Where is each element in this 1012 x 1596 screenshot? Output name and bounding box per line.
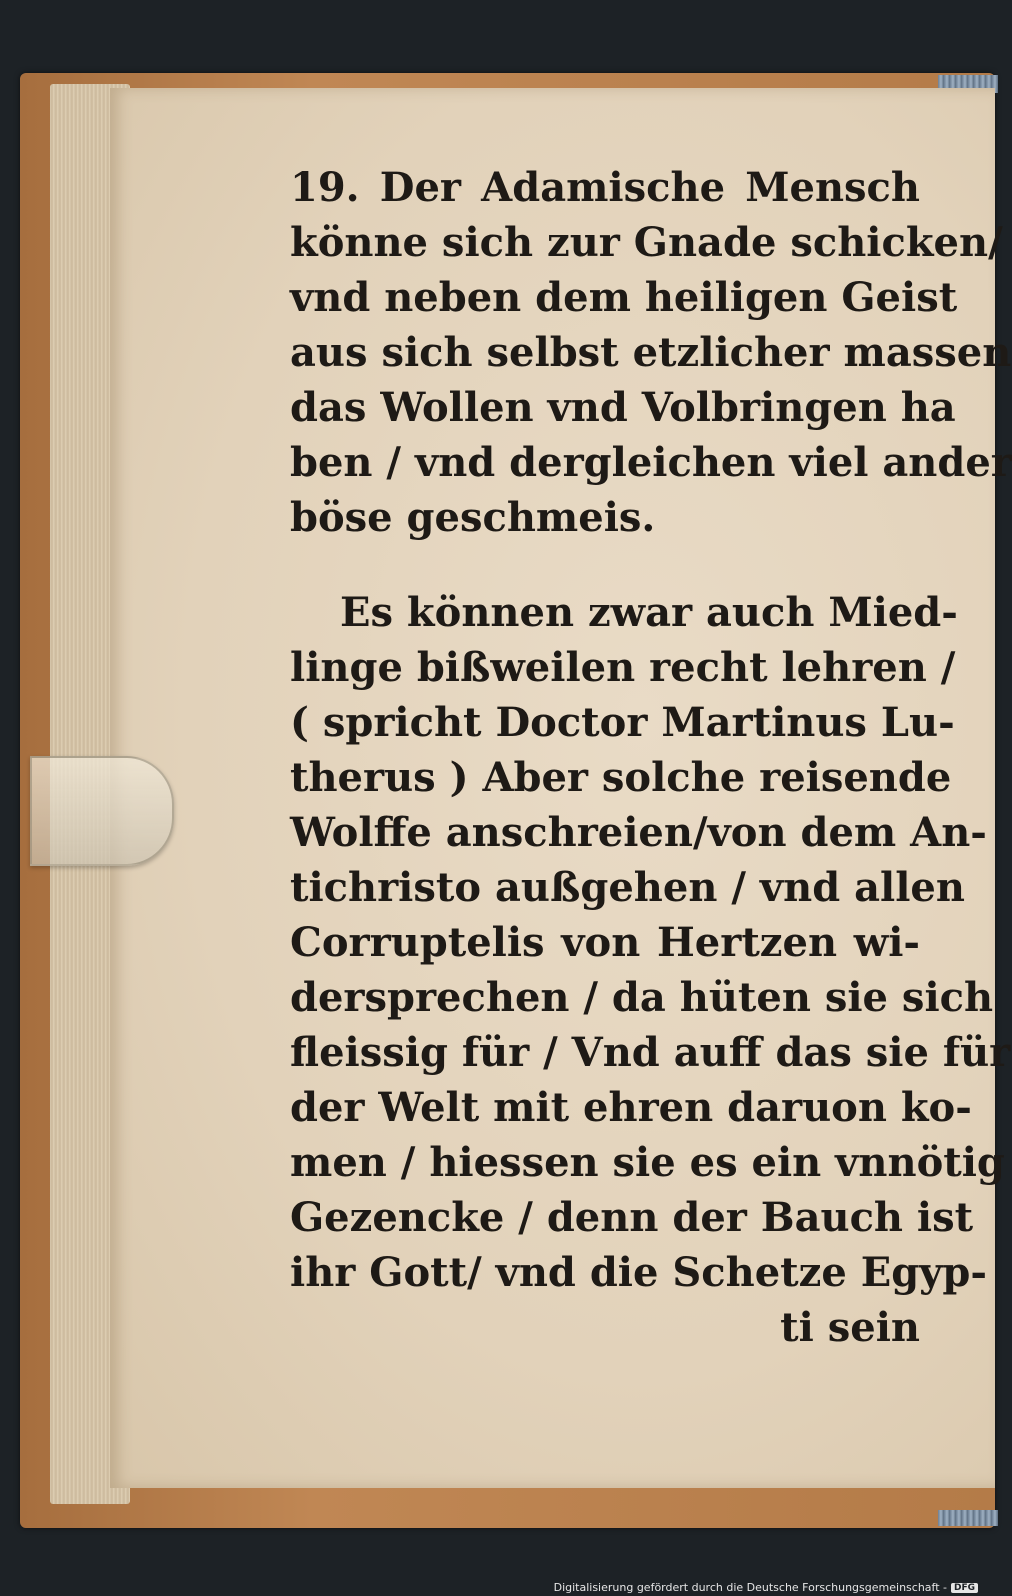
text-line: 19. Der Adamische Mensch — [290, 164, 920, 211]
tailband — [938, 1510, 998, 1526]
page-text — [290, 160, 1012, 1355]
footer-credit — [554, 1581, 978, 1594]
page-clip — [30, 756, 174, 866]
paragraph-1 — [290, 160, 1012, 545]
text-line: ben / vnd dergleichen viel ander — [290, 439, 1012, 486]
text-line: Wolffe anschreien/von dem An- — [290, 809, 987, 856]
text-line: Gezencke / denn der Bauch ist — [290, 1194, 974, 1241]
text-line: ( spricht Doctor Martinus Lu- — [290, 699, 955, 746]
text-line: Corruptelis von Hertzen wi- — [290, 919, 920, 966]
text-line: therus ) Aber solche reisende — [290, 754, 952, 801]
credit-text: Digitalisierung gefördert durch die Deutsche Forschungsgemeinschaft - — [553, 1581, 947, 1594]
text-line: Es können zwar auch Mied- — [340, 589, 958, 636]
text-line: böse geschmeis. — [290, 494, 656, 541]
text-line: linge bißweilen recht lehren / — [290, 644, 956, 691]
text-line: vnd neben dem heiligen Geist — [290, 274, 958, 321]
text-line: ihr Gott/ vnd die Schetze Egyp- — [290, 1249, 987, 1296]
dfg-logo: DFG — [951, 1583, 978, 1593]
paragraph-gap — [290, 545, 920, 585]
text-line: der Welt mit ehren daruon ko- — [290, 1084, 972, 1131]
text-line: könne sich zur Gnade schicken/ — [290, 219, 1003, 266]
paragraph-2 — [290, 585, 1011, 1300]
text-line: tichristo außgehen / vnd allen — [290, 864, 965, 911]
text-line: das Wollen vnd Volbringen ha — [290, 384, 956, 431]
text-line: fleissig für / Vnd auff das sie für — [290, 1029, 1011, 1076]
text-line: aus sich selbst etzlicher massen — [290, 329, 1012, 376]
text-line: dersprechen / da hüten sie sich — [290, 974, 994, 1021]
text-line: men / hiessen sie es ein vnnötig — [290, 1139, 1005, 1186]
catchword: ti sein — [780, 1304, 920, 1351]
